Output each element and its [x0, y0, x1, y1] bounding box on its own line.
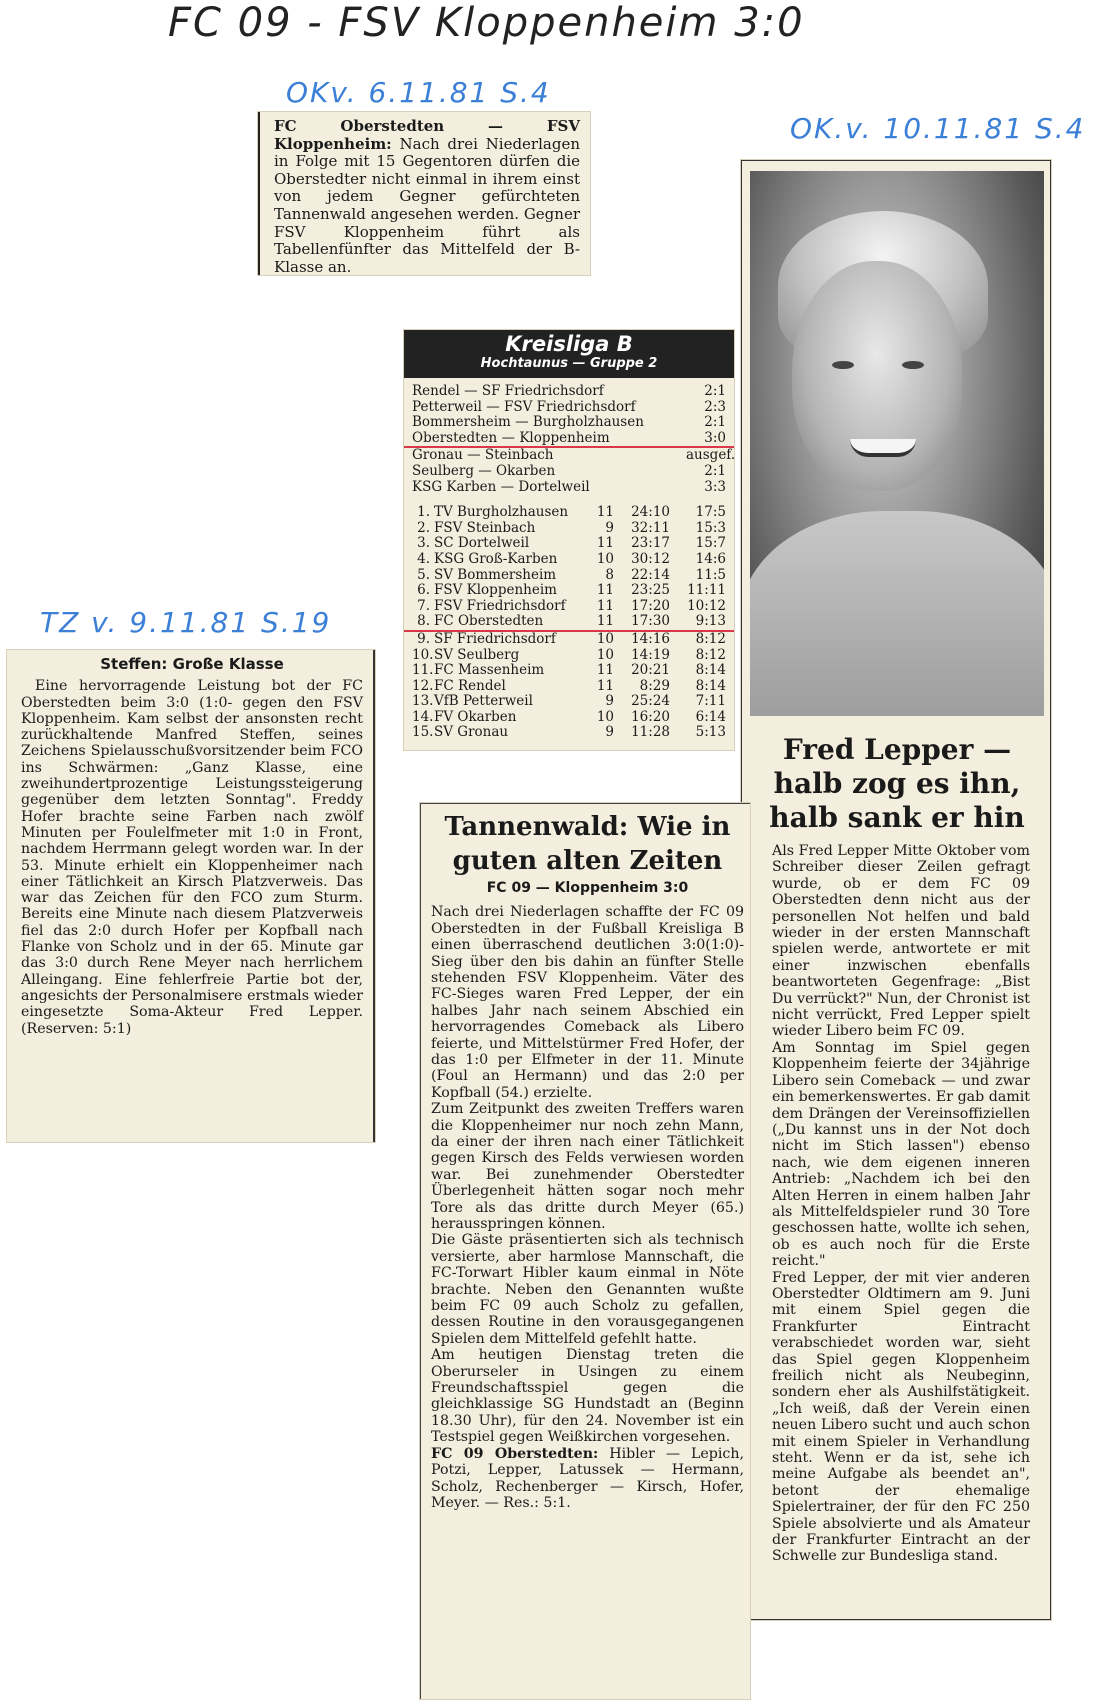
standing-goals: 22:14 — [631, 566, 670, 583]
standing-goals: 30:12 — [631, 550, 670, 567]
standings-list — [404, 505, 734, 741]
result-row — [404, 415, 734, 431]
result-score: ausgef. — [686, 447, 736, 464]
standing-position: 10. — [412, 646, 434, 663]
portrait-paragraph: Fred Lepper, der mit vier anderen Oberstedter Oldtimern am 9. Juni mit einem Spiel gegen die Frankfurter Eintracht verabschiedet worden war, sieht das Spiel gegen Kloppenheim freilich nicht als Neubeginn, sondern eher als Aushilfstätigkeit. „Ich weiß, daß der Verein einen neuen Libero sucht und auch schon mit einem Spieler in Verhandlung steht. Wenn er da ist, sehe ich meine Aufgabe als beendet an", betont der ehemalige Spielertrainer, der für den FC 250 Spiele absolvierte und als Amateur der Frankfurter Eintracht an der Schwelle zur Bundesliga stand. — [772, 1269, 1030, 1565]
standing-games: 11 — [596, 597, 614, 614]
standing-points: 5:13 — [695, 724, 726, 741]
standing-position: 1. — [417, 504, 430, 521]
standing-team: FC Oberstedten — [434, 613, 544, 630]
standing-team: FSV Kloppenheim — [434, 582, 557, 599]
standing-games: 11 — [596, 582, 614, 599]
standing-points: 17:5 — [695, 504, 726, 521]
standing-team: SF Friedrichsdorf — [434, 630, 556, 647]
standing-games: 11 — [596, 535, 614, 552]
standing-games: 10 — [596, 708, 614, 725]
standing-points: 8:14 — [695, 677, 726, 694]
result-row — [404, 384, 734, 400]
standing-position: 11. — [412, 662, 434, 679]
standing-position: 7. — [417, 597, 430, 614]
standing-team: FV Okarben — [434, 708, 517, 725]
standing-position: 13. — [412, 693, 434, 710]
standing-games: 9 — [605, 693, 614, 710]
portrait-headline: Fred Lepper — halb zog es ihn, halb sank er hin — [769, 733, 1025, 834]
standings-row — [404, 632, 734, 648]
left-headline: Steffen: Große Klasse — [100, 655, 284, 673]
standing-team: FSV Friedrichsdorf — [434, 597, 566, 614]
standing-team: SV Gronau — [434, 724, 509, 741]
result-row — [404, 464, 734, 480]
standing-points: 11:5 — [695, 566, 726, 583]
standing-position: 15. — [412, 724, 434, 741]
lineup-lead: FC 09 Oberstedten: — [431, 1445, 599, 1462]
standing-goals: 24:10 — [631, 504, 670, 521]
center-lineup — [431, 1446, 744, 1512]
portrait-body — [772, 843, 1030, 1565]
lineup-text: Hibler — Lepich, Potzi, Lepper, Latussek — Hermann, Scholz, Rechenberger — Kirsch, Hofer, Meyer. — Res.: 5:1. — [431, 1445, 745, 1511]
result-score: 2:1 — [704, 383, 726, 399]
center-paragraph: Am heutigen Dienstag treten die Oberurseler in Usingen zu einem Freundschaftsspiel gegen die gleichklassige SG Hundstadt an (Beginn 18.30 Uhr), für den 24. November ist ein Testspiel gegen Weißkirchen vorgesehen. — [431, 1347, 744, 1446]
portrait-article-clipping — [741, 160, 1051, 1620]
source-note-1: OKv. 6.11.81 S.4 — [286, 76, 551, 109]
standing-points: 11:11 — [687, 582, 726, 599]
result-match: Gronau — Steinbach — [412, 448, 554, 464]
standings-row — [404, 614, 734, 632]
standing-goals: 23:25 — [631, 582, 670, 599]
standing-goals: 14:19 — [631, 646, 670, 663]
standing-games: 8 — [605, 566, 614, 583]
result-row — [404, 480, 734, 496]
standing-points: 7:11 — [695, 693, 726, 710]
player-photo — [750, 171, 1044, 716]
standing-team: SV Seulberg — [434, 646, 520, 663]
standing-goals: 11:28 — [631, 724, 670, 741]
standing-points: 8:14 — [695, 662, 726, 679]
league-title: Kreisliga B — [505, 332, 633, 356]
center-paragraph: Zum Zeitpunkt des zweiten Treffers waren die Kloppenheimer nur noch zehn Mann, da einer der ihren nach einer Tätlichkeit gegen Kirsch des Felds verwiesen worden war. Bei zunehmender Oberstedter Überlegenheit hätten sogar noch mehr Tore als das dritte durch Meyer (65.) herausspringen können. — [431, 1101, 744, 1233]
handwritten-title: FC 09 - FSV Kloppenheim 3:0 — [168, 0, 805, 46]
result-row — [404, 431, 734, 449]
result-match: Rendel — SF Friedrichsdorf — [412, 384, 604, 399]
result-score: 3:0 — [704, 429, 726, 446]
result-row — [404, 400, 734, 416]
standing-position: 4. — [417, 550, 430, 567]
standing-position: 3. — [417, 535, 430, 552]
standing-goals: 23:17 — [631, 535, 670, 552]
standing-goals: 16:20 — [631, 708, 670, 725]
standing-goals: 20:21 — [631, 662, 670, 679]
result-match: Oberstedten — Kloppenheim — [412, 430, 610, 446]
standing-position: 12. — [412, 677, 434, 694]
portrait-paragraph: Am Sonntag im Spiel gegen Kloppenheim feierte der 34jährige Libero sein Comeback — und zwar ein bemerkenswertes. Er gab damit dem Drängen der Vereinsoffiziellen („Du kannst uns in der Not doch nicht im Stich lassen") ebenso nach, wie dem eigenen inneren Antrieb: „Nachdem ich bei den Alten Herren in einem halben Jahr als Mittelfeldspieler rund 30 Tore geschossen hatte, wollte ich sehen, ob es auch noch für die Erste reicht." — [772, 1039, 1030, 1270]
standing-points: 14:6 — [695, 550, 726, 567]
left-paragraph: Eine hervorragende Leistung bot der FC Oberstedten beim 3:0 (1:0- gegen den FSV Kloppenheim. Kam selbst der ansonsten recht zurückhaltende Manfred Steffen, seines Zeichens Spielausschußvorsitzender beim FCO ins Schwärmen: „Ganz Klasse, eine zweihundertprozentige Leistungssteigerung gegenüber dem letzten Sonntag". Freddy Hofer brachte seine Farben nach zwölf Minuten per Foulelfmeter mit 1:0 in Front, nachdem Herrmann gelegt worden war. In der 53. Minute erhielt ein Kloppenheimer nach einer Tätlichkeit an Kirsch Platzverweis. Das war das Zeichen für den FCO zum Sturm. Bereits eine Minute nach diesem Platzverweis fiel das 2:0 durch Hofer per Kopfball nach Flanke von Scholz und in der 65. Minute gar das 3:0 durch Rene Meyer nach herrlichem Alleingang. Eine fehlerfreie Partie bot der, angesichts der Personalmisere erstmals wieder eingesetzte Soma-Akteur Fred Lepper. (Reserven: 5:1) — [21, 678, 363, 1037]
standing-games: 11 — [596, 662, 614, 679]
standing-position: 14. — [412, 708, 434, 725]
report-clipping-center — [420, 803, 750, 1699]
standings-row — [404, 725, 734, 741]
standing-team: KSG Groß-Karben — [434, 550, 558, 567]
portrait-paragraph: Als Fred Lepper Mitte Oktober vom Schreiber dieser Zeilen gefragt wurde, ob er dem FC 09 Oberstedten denn nicht aus der personellen Not helfen und bald wieder in der ersten Mannschaft spielen werde, antwortete er mit einer inzwischen ebenfalls beantworteten Gegenfrage: „Bist Du verrückt?" Nun, der Chronist ist nicht verrückt, Fred Lepper spielt wieder Libero beim FC 09. — [772, 843, 1030, 1040]
standing-position: 2. — [417, 519, 430, 536]
standing-games: 10 — [596, 646, 614, 663]
standings-row — [404, 679, 734, 695]
standing-games: 9 — [605, 519, 614, 536]
standing-position: 8. — [417, 613, 430, 630]
standing-goals: 14:16 — [631, 630, 670, 647]
standing-games: 10 — [596, 630, 614, 647]
preview-clipping — [258, 112, 590, 275]
source-note-2: OK.v. 10.11.81 S.4 — [790, 112, 1086, 145]
standing-goals: 25:24 — [631, 693, 670, 710]
standings-row — [404, 663, 734, 679]
preview-text: Nach drei Niederlagen in Folge mit 15 Gegentoren dürfen die Oberstedter nicht einmal in ihrem einst von jedem Gegner gefürchteten Tannenwald angesehen werden. Gegner FSV Kloppenheim führt als Tabellenfünfter das Mittelfeld der B-Klasse an. — [274, 134, 580, 276]
standing-games: 11 — [596, 504, 614, 521]
standing-points: 15:7 — [695, 535, 726, 552]
standing-goals: 17:30 — [631, 613, 670, 630]
standings-row — [404, 694, 734, 710]
standing-points: 10:12 — [687, 597, 726, 614]
standing-team: TV Burgholzhausen — [434, 504, 569, 521]
standings-row — [404, 599, 734, 615]
standing-goals: 32:11 — [631, 519, 670, 536]
center-paragraph: Nach drei Niederlagen schaffte der FC 09 Oberstedten in der Fußball Kreisliga B einen überraschend deutlichen 3:0(1:0)-Sieg über den bis dahin an fünfter Stelle stehenden FSV Kloppenheim. Väter des FC-Sieges waren Fred Lepper, der ein halbes Jahr nach seinem Abschied ein hervorragendes Comeback als Libero feierte, und Mittelstürmer Fred Hofer, der das 1:0 per Elfmeter in der 11. Minute (Foul an Hermann) und das 2:0 per Kopfball (54.) erzielte. — [431, 904, 744, 1101]
league-subtitle: Hochtaunus — Gruppe 2 — [480, 356, 658, 371]
result-match: Seulberg — Okarben — [412, 463, 556, 479]
result-score: 2:1 — [704, 414, 726, 431]
standing-position: 9. — [417, 630, 430, 647]
standings-row — [404, 568, 734, 584]
standing-goals: 8:29 — [639, 677, 670, 694]
standings-row — [404, 583, 734, 599]
results-list — [404, 384, 734, 495]
league-header — [404, 330, 734, 378]
center-paragraph: Die Gäste präsentierten sich als technisch versierte, aber harmlose Mannschaft, die FC-Torwart Hibler kaum einmal in Nöte brachte. Neben den Genannten wußte beim FC 09 auch Scholz zu gefallen, dessen Routine in den vorausgegangenen Spielen dem Mittelfeld gefehlt hatte. — [431, 1232, 744, 1347]
center-subheadline: FC 09 — Kloppenheim 3:0 — [486, 880, 689, 896]
result-score: 2:1 — [704, 462, 726, 479]
standings-row — [404, 552, 734, 568]
standing-points: 8:12 — [695, 646, 726, 663]
standing-points: 9:13 — [695, 613, 726, 630]
standings-row — [404, 505, 734, 521]
result-match: Bommersheim — Burgholzhausen — [412, 415, 644, 431]
center-body — [431, 904, 744, 1511]
standing-games: 11 — [596, 613, 614, 630]
standing-team: FSV Steinbach — [434, 519, 536, 536]
report-clipping-left — [7, 650, 375, 1142]
standings-row — [404, 521, 734, 537]
standing-games: 10 — [596, 550, 614, 567]
standings-row — [404, 648, 734, 664]
result-row — [404, 448, 734, 464]
standing-position: 5. — [417, 566, 430, 583]
result-match: Petterweil — FSV Friedrichsdorf — [412, 399, 636, 415]
result-match: KSG Karben — Dortelweil — [412, 479, 590, 495]
standings-row — [404, 710, 734, 726]
standing-games: 11 — [596, 677, 614, 694]
source-note-3: TZ v. 9.11.81 S.19 — [40, 606, 332, 639]
standing-points: 8:12 — [695, 630, 726, 647]
standing-team: FC Rendel — [434, 677, 506, 694]
center-headline: Tannenwald: Wie in guten alten Zeiten — [444, 812, 731, 876]
standing-team: SV Bommersheim — [434, 566, 557, 583]
standing-points: 15:3 — [695, 519, 726, 536]
standing-points: 6:14 — [695, 708, 726, 725]
standings-row — [404, 536, 734, 552]
standing-goals: 17:20 — [631, 597, 670, 614]
standing-team: FC Massenheim — [434, 662, 545, 679]
standing-position: 6. — [417, 582, 430, 599]
result-score: 2:3 — [704, 398, 726, 415]
standing-team: VfB Petterweil — [434, 693, 533, 710]
preview-lead: FC Oberstedten — FSV Kloppenheim: — [274, 117, 580, 153]
standing-team: SC Dortelweil — [434, 535, 530, 552]
league-table-clipping — [404, 330, 734, 750]
standing-games: 9 — [605, 724, 614, 741]
result-score: 3:3 — [704, 478, 726, 495]
